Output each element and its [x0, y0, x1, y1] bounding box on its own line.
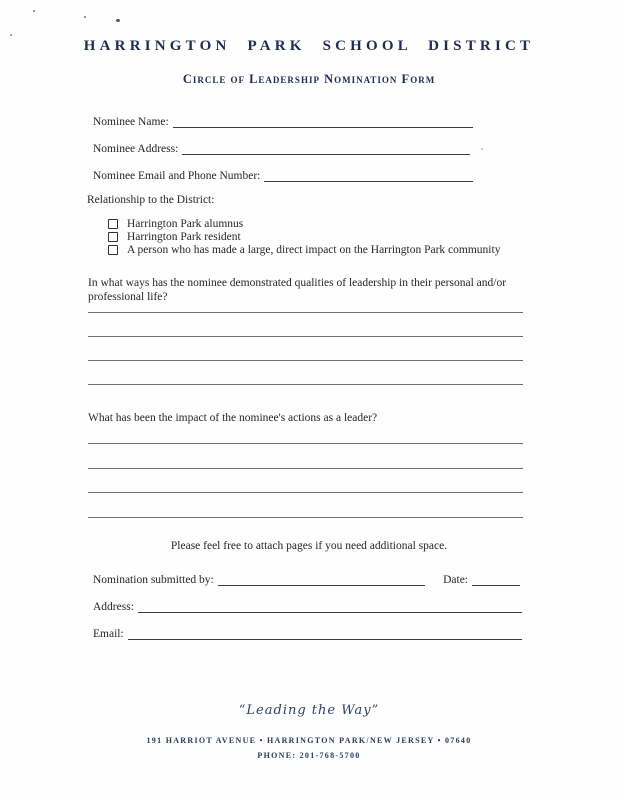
answer-line: [88, 384, 523, 385]
scan-speck: [116, 19, 120, 22]
relationship-option-community-impact: [108, 243, 500, 256]
submitter-address-field: [93, 597, 522, 613]
scan-speck: [33, 10, 35, 12]
submitter-email-label: Email:: [93, 628, 124, 640]
page-subtitle: Circle of Leadership Nomination Form: [182, 72, 436, 86]
answer-line: [88, 312, 523, 313]
answer-line: [88, 517, 523, 518]
nominee-email-phone-field: [93, 166, 473, 182]
checkbox-icon: [108, 219, 118, 229]
submitter-address-blank-line: [138, 598, 522, 613]
relationship-option-label: Harrington Park alumnus: [127, 217, 244, 230]
submitted-by-label: Nomination submitted by:: [93, 574, 214, 586]
nominee-email-phone-label: Nominee Email and Phone Number:: [93, 170, 261, 182]
nominee-name-field: [93, 112, 473, 128]
footer-address: 191 HARRIOT AVENUE • HARRINGTON PARK/NEW JERSEY • 07640: [146, 736, 472, 745]
answer-line: [88, 468, 523, 469]
date-blank-line: [472, 571, 520, 586]
attach-pages-note: Please feel free to attach pages if you need additional space.: [170, 540, 448, 552]
relationship-option-label: Harrington Park resident: [127, 230, 241, 243]
answer-line: [88, 360, 523, 361]
page-title: HARRINGTON PARK SCHOOL DISTRICT: [83, 38, 535, 54]
nominee-address-label: Nominee Address:: [93, 143, 179, 155]
checkbox-icon: [108, 232, 118, 242]
submitted-by-field: [93, 570, 520, 586]
question-2-text: What has been the impact of the nominee's actions as a leader?: [88, 412, 378, 424]
district-motto: “Leading the Way”: [238, 703, 380, 718]
submitted-by-blank-line: [218, 571, 425, 586]
answer-line: [88, 336, 523, 337]
nominee-address-blank-line: [182, 140, 470, 155]
relationship-option-label: A person who has made a large, direct impact on the Harrington Park community: [127, 243, 501, 256]
relationship-heading: Relationship to the District:: [87, 194, 215, 206]
nominee-email-phone-blank-line: [264, 167, 473, 182]
relationship-option-resident: [108, 230, 241, 243]
date-label: Date:: [443, 574, 468, 586]
scan-speck: [10, 34, 12, 36]
nominee-name-label: Nominee Name:: [93, 116, 169, 128]
answer-line: [88, 443, 523, 444]
nominee-address-field: [93, 139, 470, 155]
submitter-address-label: Address:: [93, 601, 134, 613]
relationship-option-alumnus: [108, 217, 243, 230]
scan-speck: [84, 16, 86, 18]
submitter-email-field: [93, 624, 522, 640]
nominee-name-blank-line: [173, 113, 473, 128]
submitter-email-blank-line: [128, 625, 522, 640]
footer-phone: PHONE: 201-768-5700: [257, 751, 361, 760]
answer-line: [88, 492, 523, 493]
question-1-text: In what ways has the nominee demonstrated qualities of leadership in their personal and/or professional life?: [88, 277, 507, 303]
scan-speck: [481, 148, 483, 150]
checkbox-icon: [108, 245, 118, 255]
